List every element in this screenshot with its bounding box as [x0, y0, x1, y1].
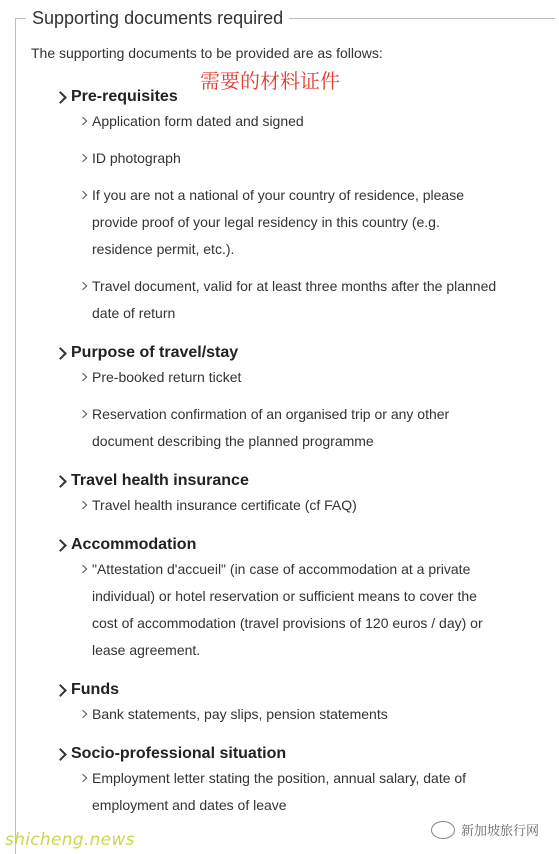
section-items — [80, 108, 536, 327]
chevron-right-icon — [79, 191, 87, 199]
chevron-right-icon — [54, 475, 67, 488]
intro-text: The supporting documents to be provided are as follows: — [31, 45, 383, 61]
section-3 — [56, 470, 536, 519]
list-item-text: If you are not a national of your country of residence, please — [92, 187, 465, 203]
section-title: Travel health insurance — [71, 472, 249, 489]
list-item — [80, 492, 536, 519]
chevron-right-icon — [79, 373, 87, 381]
chevron-right-icon — [79, 154, 87, 162]
list-item-text: Travel document, valid for at least three months after the planned — [92, 278, 497, 294]
chevron-right-icon — [79, 565, 87, 573]
chevron-right-icon — [54, 347, 67, 360]
section-heading — [56, 743, 536, 765]
list-item — [80, 765, 536, 819]
list-item — [80, 556, 536, 664]
chevron-right-icon — [54, 539, 67, 552]
section-5 — [56, 679, 536, 728]
section-heading — [56, 342, 536, 364]
section-title: Pre-requisites — [71, 88, 178, 105]
chevron-right-icon — [79, 410, 87, 418]
fieldset-legend: Supporting documents required — [26, 6, 289, 30]
list-item-text: Bank statements, pay slips, pension statements — [92, 706, 388, 722]
section-items — [80, 492, 536, 519]
list-item-text: Application form dated and signed — [92, 113, 304, 129]
watermark-wechat-label: 新加坡旅行网 — [460, 824, 539, 839]
list-item-text: "Attestation d'accueil" (in case of accommodation at a private — [92, 561, 471, 577]
list-item-text: Employment letter stating the position, annual salary, date of — [92, 770, 467, 786]
list-item — [80, 182, 536, 263]
chevron-right-icon — [79, 710, 87, 718]
list-item — [80, 108, 536, 135]
section-heading — [56, 86, 536, 108]
chevron-right-icon — [54, 748, 67, 761]
wechat-icon — [431, 821, 455, 839]
list-item — [80, 273, 536, 327]
list-item-text: ID photograph — [92, 150, 181, 166]
list-item-text: Reservation confirmation of an organised trip or any other — [92, 406, 450, 422]
chevron-right-icon — [54, 91, 67, 104]
chevron-right-icon — [54, 684, 67, 697]
chevron-right-icon — [79, 117, 87, 125]
chevron-right-icon — [79, 774, 87, 782]
list-item — [80, 364, 536, 391]
section-items — [80, 556, 536, 664]
list-item-text: document describing the planned programme — [92, 433, 374, 449]
list-item-text: provide proof of your legal residency in this country (e.g. — [92, 214, 440, 230]
watermark-shicheng: shicheng.news — [5, 830, 135, 850]
list-item-text: employment and dates of leave — [92, 797, 287, 813]
list-item — [80, 401, 536, 455]
list-item-text: lease agreement. — [92, 642, 201, 658]
chinese-annotation: 需要的材料证件 — [200, 69, 340, 93]
list-item-text: date of return — [92, 305, 176, 321]
list-item — [80, 701, 536, 728]
chevron-right-icon — [79, 282, 87, 290]
list-item — [80, 145, 536, 172]
section-2 — [56, 342, 536, 455]
section-heading — [56, 470, 536, 492]
list-item-text: Travel health insurance certificate (cf FAQ) — [92, 497, 357, 513]
list-item-text: individual) or hotel reservation or sufficient means to cover the — [92, 588, 477, 604]
section-items — [80, 364, 536, 455]
section-items — [80, 765, 536, 819]
section-title: Purpose of travel/stay — [71, 344, 239, 361]
section-title: Accommodation — [71, 536, 197, 553]
section-1 — [56, 86, 536, 327]
section-4 — [56, 534, 536, 664]
list-item-text: Pre-booked return ticket — [92, 369, 242, 385]
chevron-right-icon — [79, 501, 87, 509]
section-title: Socio-professional situation — [71, 745, 287, 762]
watermark-wechat — [431, 820, 539, 839]
list-item-text: residence permit, etc.). — [92, 241, 235, 257]
section-heading — [56, 534, 536, 556]
section-heading — [56, 679, 536, 701]
section-items — [80, 701, 536, 728]
section-6 — [56, 743, 536, 819]
list-item-text: cost of accommodation (travel provisions of 120 euros / day) or — [92, 615, 483, 631]
section-title: Funds — [71, 681, 119, 698]
